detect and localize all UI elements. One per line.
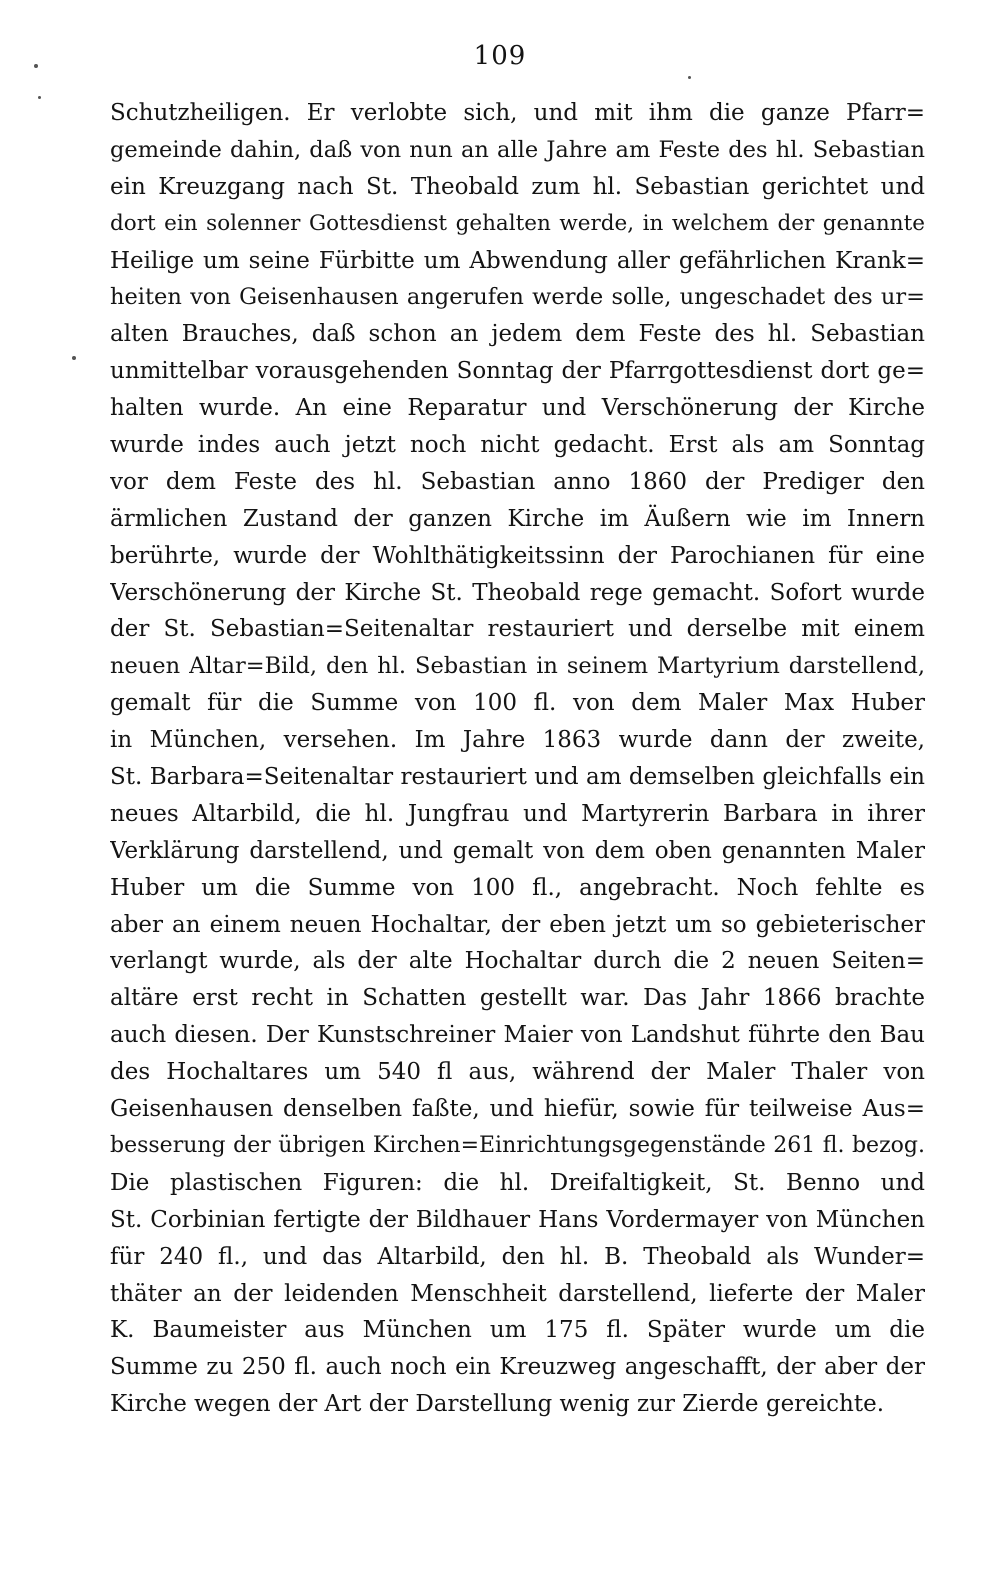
text-line: für 240 fl., und das Altarbild, den hl. B. Theobald als Wunder= xyxy=(110,1243,925,1270)
text-line: halten wurde. An eine Reparatur und Verschönerung der Kirche xyxy=(110,395,925,422)
text-line: K. Baumeister aus München um 175 fl. Später wurde um die xyxy=(110,1317,925,1344)
text-line: gemeinde dahin, daß von nun an alle Jahre am Feste des hl. Sebastian xyxy=(110,136,925,163)
scan-speck xyxy=(38,96,41,99)
text-line: neuen Altar=Bild, den hl. Sebastian in seinem Martyrium darstellend, xyxy=(110,653,925,680)
text-line: St. Corbinian fertigte der Bildhauer Hans Vordermayer von München xyxy=(110,1206,925,1233)
text-line: St. Barbara=Seitenaltar restauriert und am demselben gleichfalls ein xyxy=(110,764,925,791)
text-line: neues Altarbild, die hl. Jungfrau und Martyrerin Barbara in ihrer xyxy=(110,800,925,827)
text-line: auch diesen. Der Kunstschreiner Maier von Landshut führte den Bau xyxy=(110,1022,925,1049)
scan-speck xyxy=(72,356,76,360)
text-line: Verschönerung der Kirche St. Theobald rege gemacht. Sofort wurde xyxy=(110,579,925,606)
text-line: ärmlichen Zustand der ganzen Kirche im Äußern wie im Innern xyxy=(110,505,925,532)
text-line: Geisenhausen denselben faßte, und hiefür, sowie für teilweise Aus= xyxy=(110,1096,925,1123)
text-line: wurde indes auch jetzt noch nicht gedacht. Erst als am Sonntag xyxy=(110,432,925,459)
text-line: Summe zu 250 fl. auch noch ein Kreuzweg angeschafft, der aber der xyxy=(110,1354,925,1381)
text-line: des Hochaltares um 540 fl aus, während der Maler Thaler von xyxy=(110,1059,925,1086)
text-line: besserung der übrigen Kirchen=Einrichtungsgegenstände 261 fl. bezog. xyxy=(110,1132,925,1158)
text-line: Verklärung darstellend, und gemalt von dem oben genannten Maler xyxy=(110,837,925,864)
body-text xyxy=(110,95,925,1423)
scan-speck xyxy=(688,76,691,79)
text-line: verlangt wurde, als der alte Hochaltar durch die 2 neuen Seiten= xyxy=(110,948,925,975)
text-line: Schutzheiligen. Er verlobte sich, und mit ihm die ganze Pfarr= xyxy=(110,100,925,126)
text-line: vor dem Feste des hl. Sebastian anno 1860 der Prediger den xyxy=(110,468,925,495)
text-line: gemalt für die Summe von 100 fl. von dem Maler Max Huber xyxy=(110,690,925,717)
text-line: Die plastischen Figuren: die hl. Dreifaltigkeit, St. Benno und xyxy=(110,1169,925,1196)
text-line: Heilige um seine Fürbitte um Abwendung aller gefährlichen Krank= xyxy=(110,247,925,274)
text-line: ein Kreuzgang nach St. Theobald zum hl. Sebastian gerichtet und xyxy=(110,173,925,200)
text-line: aber an einem neuen Hochaltar, der eben jetzt um so gebieterischer xyxy=(110,911,925,938)
text-line: der St. Sebastian=Seitenaltar restauriert und derselbe mit einem xyxy=(110,616,925,643)
text-line: Kirche wegen der Art der Darstellung wenig zur Zierde gereichte. xyxy=(110,1391,885,1418)
page-number: 109 xyxy=(473,41,527,71)
scan-speck xyxy=(34,64,38,68)
text-line: unmittelbar vorausgehenden Sonntag der Pfarrgottesdienst dort ge= xyxy=(110,358,925,385)
text-line: heiten von Geisenhausen angerufen werde solle, ungeschadet des ur= xyxy=(110,284,925,311)
text-line: altäre erst recht in Schatten gestellt war. Das Jahr 1866 brachte xyxy=(110,985,925,1012)
text-line: Huber um die Summe von 100 fl., angebracht. Noch fehlte es xyxy=(110,874,925,901)
text-line: thäter an der leidenden Menschheit darstellend, lieferte der Maler xyxy=(110,1280,925,1307)
text-line: alten Brauches, daß schon an jedem dem Feste des hl. Sebastian xyxy=(110,321,925,348)
text-line: berührte, wurde der Wohlthätigkeitssinn der Parochianen für eine xyxy=(110,542,925,569)
text-line: dort ein solenner Gottesdienst gehalten werde, in welchem der genannte xyxy=(110,210,925,236)
text-line: in München, versehen. Im Jahre 1863 wurde dann der zweite, xyxy=(110,727,925,754)
